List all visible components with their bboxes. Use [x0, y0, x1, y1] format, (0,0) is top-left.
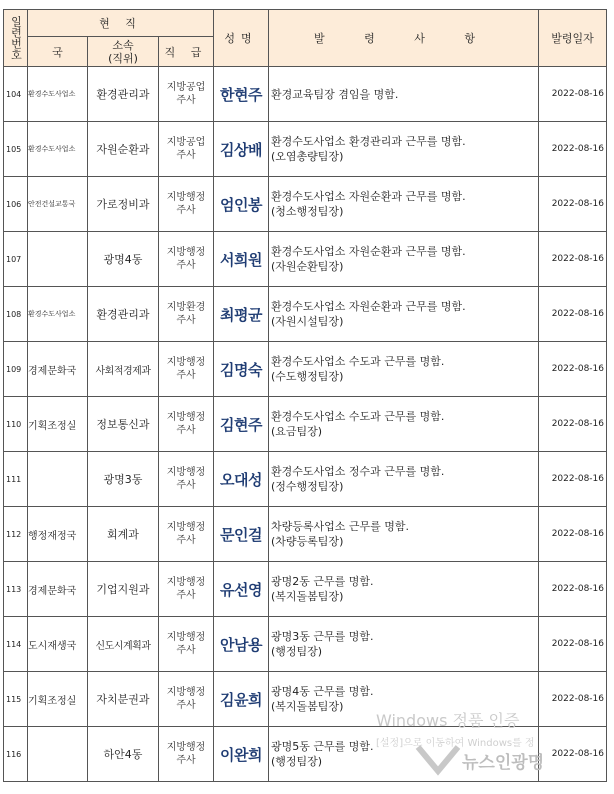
row-grade-line2: 주사: [176, 205, 196, 216]
row-no: 111: [4, 452, 28, 507]
row-balryeong-line2: (자원순환팀장): [271, 260, 344, 273]
row-balryeong: [269, 562, 539, 617]
row-balryeong-line2: (복지돌봄팀장): [271, 700, 344, 713]
row-date: 2022-08-16: [539, 617, 607, 672]
row-balryeong-line1: 광명4동 근무를 명함.: [271, 685, 374, 698]
row-grade-line2: 주사: [176, 150, 196, 161]
row-grade-line1: 지방행정: [166, 357, 206, 368]
row-date: 2022-08-16: [539, 397, 607, 452]
row-balryeong-line2: (요금팀장): [271, 425, 323, 438]
header-guk: 국: [28, 37, 88, 67]
row-balryeong-line2: (오염총량팀장): [271, 150, 344, 163]
row-date: 2022-08-16: [539, 452, 607, 507]
row-name: 안남용: [214, 617, 269, 672]
row-balryeong-line1: 환경수도사업소 환경관리과 근무를 명함.: [271, 135, 466, 148]
row-balryeong-line1: 광명3동 근무를 명함.: [271, 630, 374, 643]
row-sosok: 사회적경제과: [88, 342, 159, 397]
row-date: 2022-08-16: [539, 287, 607, 342]
row-date: 2022-08-16: [539, 342, 607, 397]
table-row: [4, 122, 607, 177]
row-balryeong: [269, 232, 539, 287]
row-no: 106: [4, 177, 28, 232]
row-no: 109: [4, 342, 28, 397]
table-row: [4, 232, 607, 287]
row-name: 김현주: [214, 397, 269, 452]
row-date: 2022-08-16: [539, 232, 607, 287]
row-name: 서희원: [214, 232, 269, 287]
table-row: [4, 287, 607, 342]
row-no: 116: [4, 727, 28, 782]
row-guk: 행정재정국: [28, 507, 88, 562]
table-row: [4, 452, 607, 507]
row-balryeong-line1: 환경수도사업소 자원순환과 근무를 명함.: [271, 245, 466, 258]
row-balryeong-line2: (정수행정팀장): [271, 480, 344, 493]
table-row: [4, 562, 607, 617]
row-sosok: 환경관리과: [88, 287, 159, 342]
row-no: 114: [4, 617, 28, 672]
row-grade-line2: 주사: [176, 755, 196, 766]
table-row: [4, 397, 607, 452]
row-grade-line1: 지방행정: [166, 522, 206, 533]
row-balryeong-line2: (차량등록팀장): [271, 535, 344, 548]
row-grade-line2: 주사: [176, 535, 196, 546]
row-date: 2022-08-16: [539, 672, 607, 727]
row-grade: [159, 397, 214, 452]
row-name: 최평균: [214, 287, 269, 342]
row-sosok: 환경관리과: [88, 67, 159, 122]
row-grade: [159, 122, 214, 177]
row-grade-line1: 지방행정: [166, 742, 206, 753]
row-guk: 환경수도사업소: [28, 122, 88, 177]
row-sosok: 하안4동: [88, 727, 159, 782]
row-balryeong: [269, 397, 539, 452]
row-grade-line2: 주사: [176, 370, 196, 381]
row-grade: [159, 342, 214, 397]
row-grade: [159, 507, 214, 562]
row-grade: [159, 672, 214, 727]
row-balryeong-line1: 환경교육팀장 겸임을 명함.: [271, 87, 399, 101]
row-guk: [28, 452, 88, 507]
row-grade-line1: 지방행정: [166, 247, 206, 258]
personnel-table: [3, 9, 607, 782]
row-grade-line2: 주사: [176, 645, 196, 656]
row-balryeong-line1: 환경수도사업소 자원순환과 근무를 명함.: [271, 190, 466, 203]
row-grade-line1: 지방환경: [166, 302, 206, 313]
row-grade-line1: 지방행정: [166, 632, 206, 643]
row-sosok: 광명4동: [88, 232, 159, 287]
row-balryeong-line1: 환경수도사업소 자원순환과 근무를 명함.: [271, 300, 466, 313]
row-balryeong: [269, 617, 539, 672]
header-grade: 직 급: [159, 37, 214, 67]
row-balryeong-line1: 광명2동 근무를 명함.: [271, 575, 374, 588]
row-grade-line1: 지방행정: [166, 467, 206, 478]
table-row: [4, 342, 607, 397]
row-grade-line2: 주사: [176, 700, 196, 711]
row-grade: [159, 617, 214, 672]
header-sosok-label: 소속: [112, 38, 134, 52]
table-row: [4, 617, 607, 672]
row-no: 104: [4, 67, 28, 122]
row-no: 105: [4, 122, 28, 177]
row-sosok: 자치분권과: [88, 672, 159, 727]
row-sosok: 회계과: [88, 507, 159, 562]
row-balryeong: [269, 452, 539, 507]
row-grade: [159, 232, 214, 287]
row-balryeong: [269, 177, 539, 232]
row-sosok: 광명3동: [88, 452, 159, 507]
row-balryeong-line1: 차량등록사업소 근무를 명함.: [271, 520, 410, 533]
row-balryeong-line1: 환경수도사업소 수도과 근무를 명함.: [271, 410, 445, 423]
row-guk: [28, 232, 88, 287]
row-balryeong: [269, 122, 539, 177]
row-balryeong-line2: (행정팀장): [271, 755, 323, 768]
row-date: 2022-08-16: [539, 562, 607, 617]
row-no: 108: [4, 287, 28, 342]
header-current: 현 직: [28, 10, 214, 37]
header-sosok: [88, 37, 159, 67]
row-name: 김명숙: [214, 342, 269, 397]
row-grade: [159, 452, 214, 507]
row-sosok: 정보통신과: [88, 397, 159, 452]
row-name: 이완희: [214, 727, 269, 782]
row-guk: [28, 727, 88, 782]
header-name: 성명: [214, 10, 269, 67]
row-no: 113: [4, 562, 28, 617]
news-logo-text: 뉴스인광명: [462, 753, 545, 773]
windows-activation-sub: [설정]으로 이동하여 Windows를 정: [376, 738, 535, 749]
row-name: 김상배: [214, 122, 269, 177]
row-guk: 기획조정실: [28, 672, 88, 727]
row-grade-line1: 지방행정: [166, 577, 206, 588]
row-name: 유선영: [214, 562, 269, 617]
row-balryeong: [269, 67, 539, 122]
row-guk: 경제문화국: [28, 342, 88, 397]
row-sosok: 신도시계획과: [88, 617, 159, 672]
row-date: 2022-08-16: [539, 727, 607, 782]
row-date: 2022-08-16: [539, 122, 607, 177]
row-grade-line1: 지방행정: [166, 687, 206, 698]
row-name: 김윤희: [214, 672, 269, 727]
header-sosok-sub: (직위): [108, 51, 138, 65]
row-guk: 환경수도사업소: [28, 67, 88, 122]
row-balryeong-line1: 환경수도사업소 수도과 근무를 명함.: [271, 355, 445, 368]
row-grade-line2: 주사: [176, 260, 196, 271]
row-sosok: 기업지원과: [88, 562, 159, 617]
row-no: 110: [4, 397, 28, 452]
row-balryeong: [269, 342, 539, 397]
windows-activation-title: Windows 정품 인증: [376, 711, 520, 730]
row-guk: 경제문화국: [28, 562, 88, 617]
row-balryeong-line2: (청소행정팀장): [271, 205, 344, 218]
row-grade: [159, 727, 214, 782]
row-balryeong-line2: (행정팀장): [271, 645, 323, 658]
row-name: 문인걸: [214, 507, 269, 562]
row-name: 오대성: [214, 452, 269, 507]
row-grade-line2: 주사: [176, 95, 196, 106]
row-balryeong-line2: (수도행정팀장): [271, 370, 344, 383]
row-no: 115: [4, 672, 28, 727]
row-guk: 안전건설교통국: [28, 177, 88, 232]
row-grade-line2: 주사: [176, 315, 196, 326]
table-row: [4, 67, 607, 122]
table-row: [4, 177, 607, 232]
header-balryeong: 발 령 사 항: [269, 10, 539, 67]
row-grade-line1: 지방행정: [166, 192, 206, 203]
row-grade-line2: 주사: [176, 480, 196, 491]
header-date: 발령일자: [539, 10, 607, 67]
row-grade: [159, 562, 214, 617]
row-sosok: 자원순환과: [88, 122, 159, 177]
table-row: [4, 507, 607, 562]
row-balryeong-line2: (자원시설팀장): [271, 315, 344, 328]
row-balryeong-line1: 환경수도사업소 정수과 근무를 명함.: [271, 465, 445, 478]
row-grade-line1: 지방공업: [166, 82, 206, 93]
row-grade-line1: 지방공업: [166, 137, 206, 148]
row-grade: [159, 177, 214, 232]
row-grade: [159, 287, 214, 342]
row-name: 엄인봉: [214, 177, 269, 232]
row-sosok: 가로정비과: [88, 177, 159, 232]
row-guk: 환경수도사업소: [28, 287, 88, 342]
row-balryeong-line1: 광명5동 근무를 명함.: [271, 740, 374, 753]
row-date: 2022-08-16: [539, 507, 607, 562]
row-grade-line2: 주사: [176, 590, 196, 601]
row-grade-line1: 지방행정: [166, 412, 206, 423]
row-guk: 도시재생국: [28, 617, 88, 672]
row-no: 107: [4, 232, 28, 287]
row-grade-line2: 주사: [176, 425, 196, 436]
row-balryeong: [269, 287, 539, 342]
row-guk: 기획조정실: [28, 397, 88, 452]
row-date: 2022-08-16: [539, 67, 607, 122]
row-balryeong-line2: (복지돌봄팀장): [271, 590, 344, 603]
row-grade: [159, 67, 214, 122]
row-no: 112: [4, 507, 28, 562]
row-date: 2022-08-16: [539, 177, 607, 232]
row-balryeong: [269, 507, 539, 562]
row-name: 한현주: [214, 67, 269, 122]
header-seq: 일련번호: [4, 10, 28, 67]
